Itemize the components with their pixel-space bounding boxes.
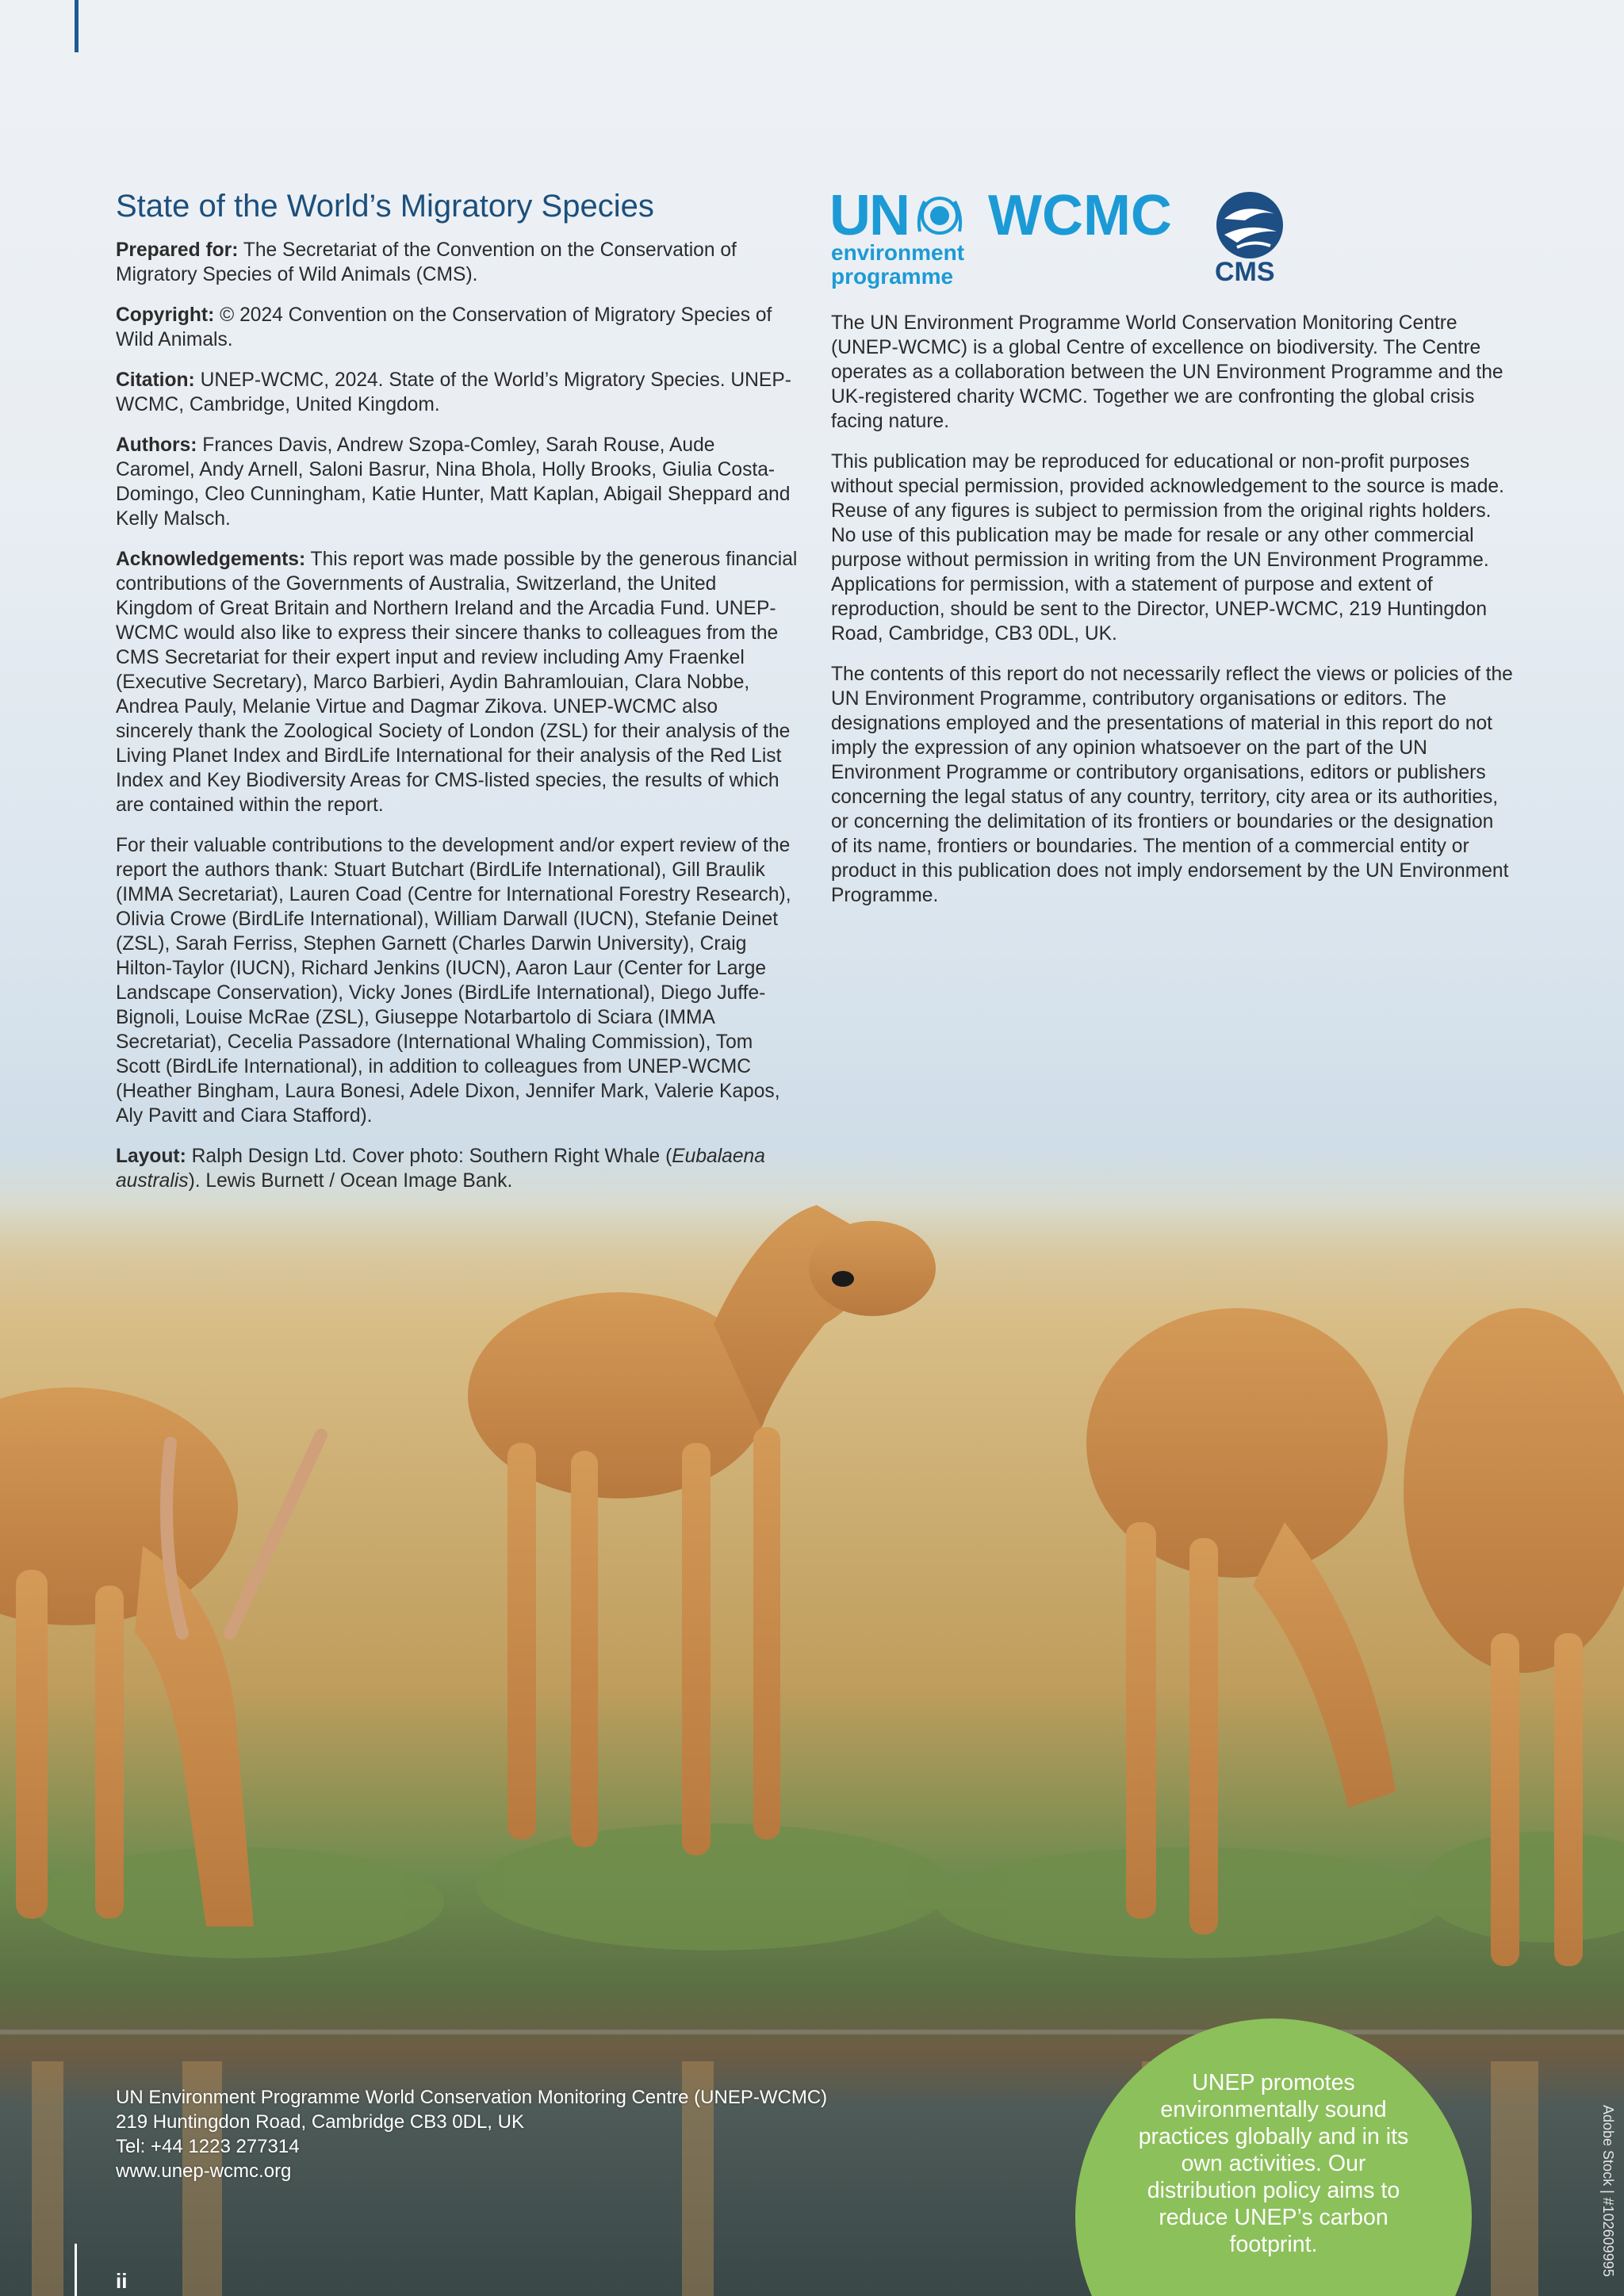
bottom-accent-bar — [75, 2244, 77, 2296]
footer-street: 219 Huntingdon Road, Cambridge CB3 0DL, UK — [116, 2111, 524, 2133]
un-logo-text: UN — [829, 184, 909, 247]
sustainability-badge-text: UNEP promotes environmentally sound practices globally and in its own activities. Our distribution policy aims to reduce UNEP’s carbon footprint. — [1138, 2070, 1409, 2257]
layout-text: Ralph Design Ltd. Cover photo: Southern Right Whale ( — [186, 1146, 672, 1167]
un-logo-subtitle — [831, 241, 964, 289]
footer-address — [116, 2085, 909, 2183]
right-column — [831, 311, 1513, 924]
page-number: ii — [116, 2269, 128, 2293]
acknowledgements — [116, 547, 798, 817]
layout-label: Layout: — [116, 1146, 186, 1167]
species-name: Eubalaena australis — [116, 1146, 765, 1192]
left-column — [116, 187, 798, 1209]
un-sub-line1: environment — [831, 240, 965, 265]
disclaimer-paragraph: The contents of this report do not necessarily reflect the views or policies of the UN Environment Programme, contributory organisations or editors. The designations employed and the presentations of material in this report do not imply the expression of any opinion whatsoever on the part of the UN Environment Programme or contributory organisations, editors or publishers concerning the legal status of any country, territory, city area or its authorities, or concerning the delimitation of its frontiers or boundaries or the designation of its name, frontiers or boundaries. The mention of a commercial entity or product in this publication does not imply endorsement by the UN Environment Programme. — [831, 664, 1513, 906]
photo-credit-text: ). Lewis Burnett / Ocean Image Bank. — [188, 1170, 513, 1192]
un-sub-line2: programme — [831, 264, 954, 289]
acknowledgements-label: Acknowledgements: — [116, 549, 306, 570]
copyright-label: Copyright: — [116, 304, 215, 326]
top-accent-bar — [75, 0, 79, 52]
prepared-for — [116, 238, 798, 287]
wcmc-logo-text: WCMC — [988, 184, 1172, 247]
logo-bar — [829, 184, 1305, 298]
cms-logo-text: CMS — [1215, 257, 1275, 287]
footer-phone: Tel: +44 1223 277314 — [116, 2136, 300, 2157]
contributions: For their valuable contributions to the development and/or expert review of the report the authors thank: Stuart Butchart (BirdLife International), Gill Braulik (IMMA Secretariat), Lauren Coad (Centre for International Forestry Research), Olivia Crowe (BirdLife International), William Darwall (IUCN), Stefanie Deinet (ZSL), Sarah Ferriss, Stephen Garnett (Charles Darwin University), Craig Hilton-Taylor (IUCN), Richard Jenkins (IUCN), Aaron Laur (Center for Large Landscape Conservation), Vicky Jones (BirdLife International), Diego Juffe-Bignoli, Louise McRae (ZSL), Giuseppe Notarbartolo di Sciara (IMMA Secretariat), Cecelia Passadore (International Whaling Commission), Tom Scott (BirdLife International), in addition to colleagues from UNEP-WCMC (Heather Bingham, Laura Bonesi, Adele Dixon, Jennifer Mark, Valerie Kapos, Aly Pavitt and Ciara Stafford). — [116, 835, 791, 1127]
footer-website-link[interactable]: www.unep-wcmc.org — [116, 2160, 292, 2182]
citation-text: UNEP-WCMC, 2024. State of the World’s Migratory Species. UNEP-WCMC, Cambridge, United Kingdom. — [116, 369, 791, 415]
about-paragraph: The UN Environment Programme World Conservation Monitoring Centre (UNEP-WCMC) is a global Centre of excellence on biodiversity. The Centre operates as a collaboration between the UN Environment Programme and the UK-registered charity WCMC. Together we are confronting the global crisis facing nature. — [831, 312, 1503, 432]
photo-credit: Adobe Stock | #102609995 — [1600, 2105, 1616, 2277]
prepared-for-label: Prepared for: — [116, 239, 239, 261]
citation-label: Citation: — [116, 369, 195, 391]
copyright-text: © 2024 Convention on the Conservation of Migratory Species of Wild Animals. — [116, 304, 772, 350]
layout-credit — [116, 1144, 798, 1193]
page-title: State of the World’s Migratory Species — [116, 189, 654, 224]
citation — [116, 368, 798, 417]
copyright — [116, 303, 798, 352]
acknowledgements-text: This report was made possible by the generous financial contributions of the Governments of Australia, Switzerland, the United Kingdom of Great Britain and Northern Ireland and the Arcadia Fund. UNEP-WCMC would also like to express their sincere thanks to colleagues from the CMS Secretariat for their expert input and review including Amy Fraenkel (Executive Secretary), Marco Barbieri, Aydin Bahramlouian, Clara Nobbe, Andrea Pauly, Melanie Virtue and Dagmar Zikova. UNEP-WCMC also sincerely thank the Zoological Society of London (ZSL) for their analysis of the Living Planet Index and BirdLife International for their analysis of the Red List Index and Key Biodiversity Areas for CMS-listed species, the results of which are contained within the report. — [116, 549, 798, 816]
authors-text: Frances Davis, Andrew Szopa-Comley, Sarah Rouse, Aude Caromel, Andy Arnell, Saloni Basrur, Nina Bhola, Holly Brooks, Giulia Costa-Domingo, Cleo Cunningham, Katie Hunter, Matt Kaplan, Abigail Sheppard and Kelly Malsch. — [116, 434, 791, 530]
prepared-for-text: The Secretariat of the Convention on the Conservation of Migratory Species of Wild Animals (CMS). — [116, 239, 737, 285]
footer-org: UN Environment Programme World Conservation Monitoring Centre (UNEP-WCMC) — [116, 2087, 828, 2108]
reproduction-paragraph: This publication may be reproduced for educational or non-profit purposes without special permission, provided acknowledgement to the source is made. Reuse of any figures is subject to permission from the original rights holders. No use of this publication may be made for resale or any other commercial purpose without permission in writing from the UN Environment Programme. Applications for permission, with a statement of purpose and extent of reproduction, should be sent to the Director, UNEP-WCMC, 219 Huntingdon Road, Cambridge, CB3 0DL, UK. — [831, 451, 1504, 645]
cms-emblem-icon — [1213, 190, 1286, 260]
authors-label: Authors: — [116, 434, 197, 456]
authors — [116, 433, 798, 531]
un-emblem-icon — [914, 192, 966, 239]
